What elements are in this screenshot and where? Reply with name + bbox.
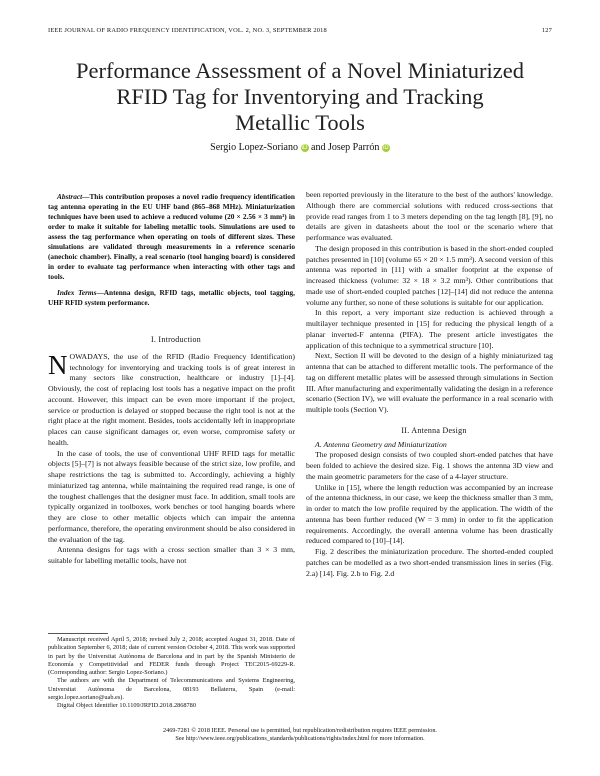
index-terms [48,288,295,308]
author-separator: and [311,142,326,153]
paragraph: The proposed design consists of two coupled short-ended patches that have been folded to achieve the desired size. Fig. 1 shows the antenna 3D view and the main geometric parameters for the case of a 4-layer structure. [306,450,553,481]
drop-cap: N [48,349,68,380]
journal-name: IEEE JOURNAL OF RADIO FREQUENCY IDENTIFICATION, VOL. 2, NO. 3, SEPTEMBER 2018 [48,27,327,34]
copyright-footer [48,727,552,743]
author-name: Sergio Lopez-Soriano [210,142,298,153]
footnote-block [48,636,295,711]
paragraph: Fig. 2 describes the miniaturization procedure. The shorted-ended coupled patches can be modelled as a two short-ended transmission lines in series (Fig. 2.a) [14]. Fig. 2.b to Fig. 2.d [306,547,553,578]
section-heading: I. Introduction [150,335,202,344]
paragraph: In the case of tools, the use of conventional UHF RFID tags for metallic objects [5]–[7] is not always feasible because of the strict size, low profile, and shape restrictions the tag is submitted to. Accordingly, achieving a highly miniaturized tag antenna, while maintaining the required read range, is one of the toughest challenges that the designer must face. In addition, small tools are typically organized in toolboxes, work benches or tool hanging boards where they are close to other metallic objects which can impair the antenna performance, therefore, the operating environment should be also considered in the evaluation of the tag. [48,448,295,544]
paragraph: In this report, a very important size reduction is achieved through a multilayer technique presented in [15] for reducing the physical length of a planar inverted-F antenna (PIFA). The present article investigates the application of this technique to a symmetrical structure [10]. [306,308,553,350]
rights-link[interactable]: See http://www.ieee.org/publications_standards/publications/rights/index.html for more information. [175,735,425,743]
index-terms-text: —Antenna design, RFID tags, metallic objects, tool tagging, UHF RFID system performance. [48,287,295,307]
index-terms-label: Index Terms [57,287,97,297]
paragraph: Antenna designs for tags with a cross section smaller than 3 × 3 mm, suitable for labelling metallic tools, have not [48,545,295,565]
right-column [306,190,553,579]
footnote-text: The authors are with the Department of Telecommunications and Systems Engineering, Universitat Autònoma de Barcelona, 08193 Bellaterra, Spain (e-mail: sergio.lopez.soriano@uab.es). [48,677,295,702]
paragraph-text: OWADAYS, the use of the RFID (Radio Frequency Identification) technology for inventorying and tracking tools is of great interest in many sectors like construction, healthcare or industry [1]–[4]. Obviously, the cost of replacing lost tools has a negative impact on the profit account. However, this impact can be even more important if the project, service or production is delayed or stopped because the right tool is not at the right place at the right moment. Besides, tools accidentally left in inappropriate places can cause significant damages or, even worse, compromise safety or health. [48,351,295,447]
title-line: Performance Assessment of a Novel Miniaturized [75,58,524,83]
paragraph [48,349,295,449]
paper-title [40,58,560,136]
page-number: 127 [541,27,552,34]
footnote-rule [48,633,108,634]
paragraph: been reported previously in the literature to the best of the authors' knowledge. Although there are commercial solutions with reduced cross-sections that provide read ranges from 1 to 3 meters depending on the tag length [8], [9], no details are given in datasheets about the tool or the scenario where that performance was evaluated. [306,190,553,242]
author-list [0,142,600,153]
author-name: Josep Parrón [327,142,380,153]
introduction-section [48,335,295,567]
abstract-label: Abstract [57,192,83,201]
orcid-icon[interactable]: iD [301,145,308,151]
title-line: Metallic Tools [235,110,365,135]
subsection-heading: A. Antenna Geometry and Miniaturization [315,439,447,449]
title-line: RFID Tag for Inventorying and Tracking [116,84,484,109]
footnote-text: Manuscript received April 5, 2018; revised July 2, 2018; accepted August 31, 2018. Date of publication September 6, 2018; date of current version October 4, 2018. This work was supported in part by the Universitat Autònoma de Barcelona and in part by the Spanish Ministerio de Economía y Competitividad and FEDER funds through Project TEC2015-69229-R. (Corresponding author: Sergio Lopez-Soriano.) [48,636,295,677]
abstract-text: —This contribution proposes a novel radio frequency identification tag antenna operating in the EU UHF band (865–868 MHz). Miniaturization techniques have been used to achieve a reduced volume (20 × 2.56 × 3 mm³) in order to make it suitable for labeling metallic tools. Simulations are used to assess the tag performance when operating on tools of different sizes. These simulations are validated through measurements in a reference scenario (anechoic chamber). Finally, a real scenario (tool hanging board) is considered in order to evaluate tag performance when interacting with other tags and tools. [48,192,295,281]
section-heading: II. Antenna Design [401,425,467,435]
paragraph: Unlike in [15], where the length reduction was accompanied by an increase of the antenna thickness, in our case, we keep the thickness smaller than 3 mm, in order to match the low profile required by the application. The width of the antenna has been further reduced (W = 3 mm) in order to fit the application requirements. Accordingly, the overall antenna volume has been drastically reduced compared to [10]–[14]. [306,482,553,546]
orcid-icon[interactable]: iD [383,145,389,151]
copyright-line: 2469-7281 © 2018 IEEE. Personal use is permitted, but republication/redistribution requires IEEE permission. [163,727,437,734]
paragraph: Next, Section II will be devoted to the design of a highly miniaturized tag antenna that can be attached to different metallic tools. The performance of the tag on different metallic plates will be assessed through simulations in Section III. After manufacturing and experimentally validating the design in a reference scenario (Section IV), we will evaluate the performance in a real scenario with multiple tools (Section V). [306,351,553,414]
abstract-block [48,192,295,307]
running-header [48,27,552,34]
abstract [48,192,295,282]
footnote-text: Digital Object Identifier 10.1109/JRFID.2018.2868780 [57,702,196,710]
paragraph: The design proposed in this contribution is based in the short-ended coupled patches presented in [10] (volume 65 × 20 × 1.5 mm³). A second version of this antenna was reported in [11] with a smaller footprint at the expense of increased thickness (volume: 32 × 18 × 3.2 mm³). Other contributions that made use of short-ended coupled patches [12]–[14] did not reduce the antenna volume any further, so none of these solutions is suitable for our application. [306,243,553,307]
